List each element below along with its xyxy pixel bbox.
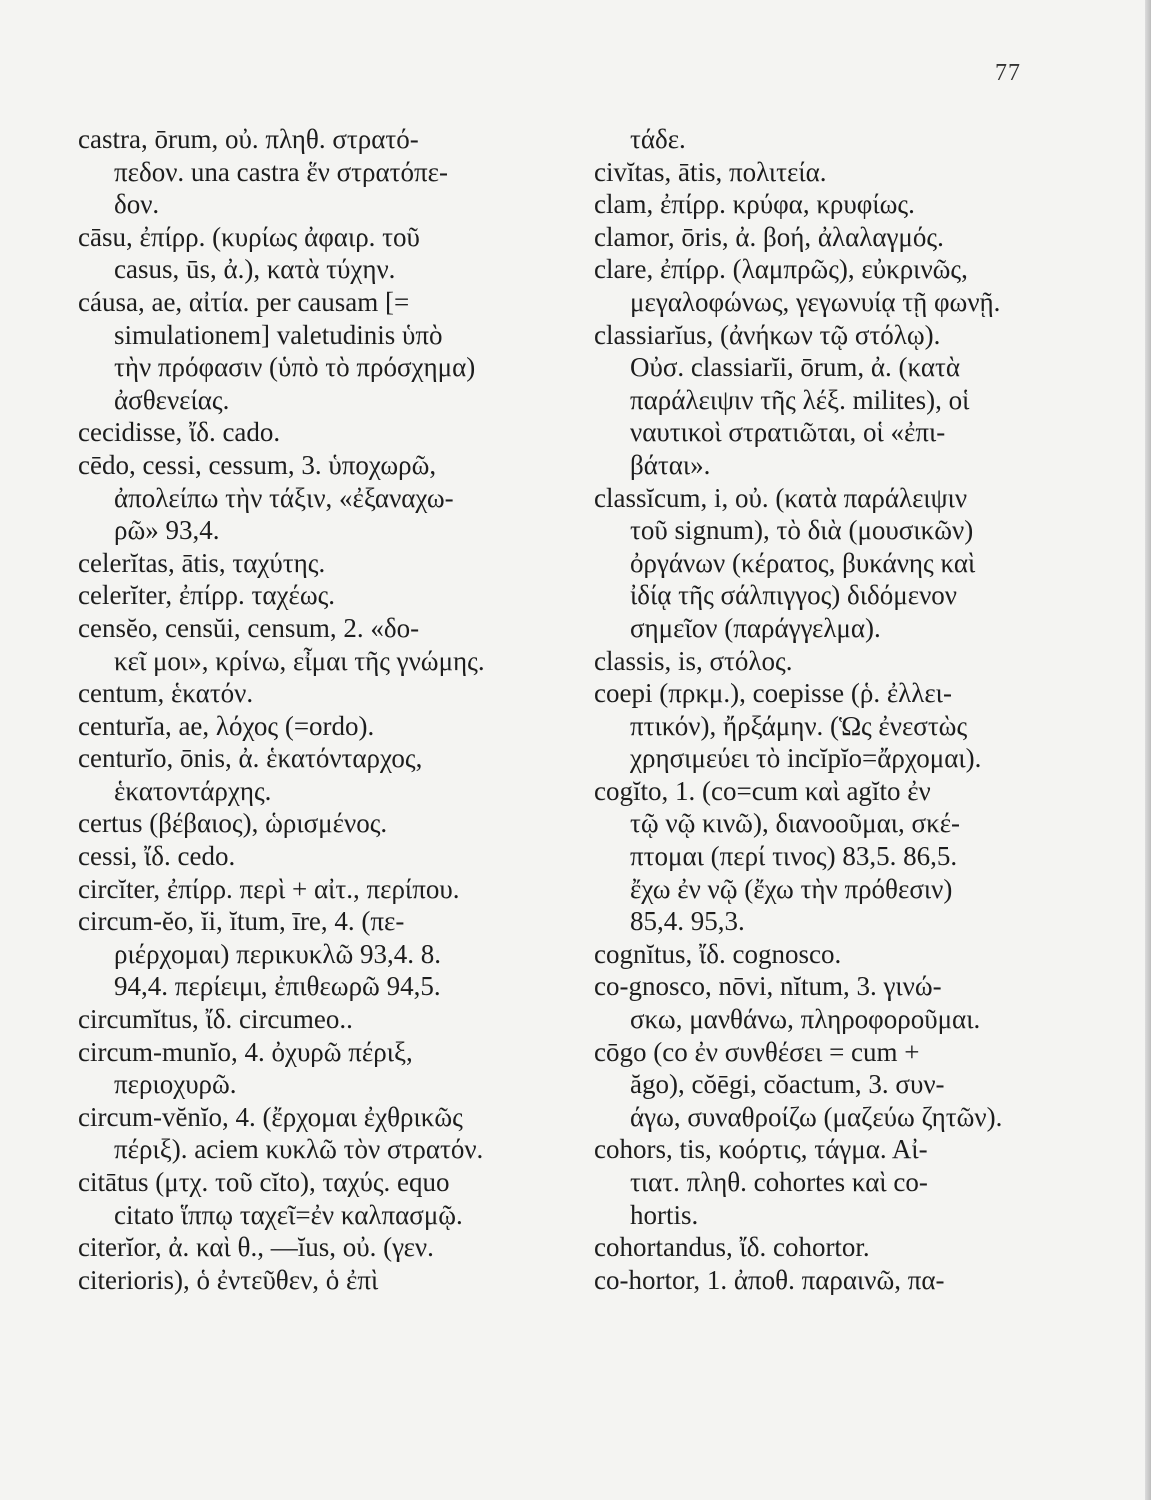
dictionary-line: 85,4. 95,3.	[630, 906, 745, 937]
dictionary-line: 94,4. περίειμι, ἐπιθεωρῶ 94,5.	[114, 971, 441, 1002]
dictionary-line: πτομαι (περί τινος) 83,5. 86,5.	[630, 841, 958, 872]
dictionary-line: cessi, ἴδ. cedo.	[78, 841, 236, 872]
right-column	[594, 123, 1054, 1296]
dictionary-line: clam, ἐπίρρ. κρύφα, κρυφίως.	[594, 189, 915, 220]
dictionary-line: πεδον. una castra ἕν στρατόπε-	[114, 156, 448, 187]
dictionary-line: co-hortor, 1. ἀποθ. παραινῶ, πα-	[594, 1264, 945, 1295]
dictionary-line: cāsu, ἐπίρρ. (κυρίως ἀφαιρ. τοῦ	[78, 221, 420, 252]
dictionary-line: ἀσθενείας.	[114, 384, 230, 415]
dictionary-line: castra, ōrum, οὐ. πληθ. στρατό-	[78, 124, 419, 154]
dictionary-line: τῷ νῷ κινῶ), διανοοῦμαι, σκέ-	[630, 808, 961, 839]
dictionary-line: cecidisse, ἴδ. cado.	[78, 417, 281, 448]
dictionary-line: ρῶ» 93,4.	[114, 515, 220, 546]
dictionary-line: πτικόν), ἤρξάμην. (Ὡς ἐνεστὼς	[630, 710, 968, 741]
dictionary-line: σημεῖον (παράγγελμα).	[630, 612, 881, 643]
dictionary-line: co-gnosco, nōvi, nĭtum, 3. γινώ-	[594, 971, 942, 1002]
dictionary-line: civĭtas, ātis, πολιτεία.	[594, 156, 827, 187]
dictionary-line: simulationem] valetudinis ὑπὸ	[114, 319, 443, 350]
dictionary-line: τὴν πρόφασιν (ὑπὸ τὸ πρόσχημα)	[114, 352, 476, 383]
dictionary-line: casus, ūs, ἀ.), κατὰ τύχην.	[114, 254, 396, 285]
dictionary-line: άγω, συναθροίζω (μαζεύω ζητῶν).	[630, 1101, 1003, 1132]
dictionary-line: celerĭtas, ātis, ταχύτης.	[78, 547, 326, 578]
dictionary-line: περιοχυρῶ.	[114, 1069, 237, 1100]
dictionary-line: clare, ἐπίρρ. (λαμπρῶς), εὐκρινῶς,	[594, 254, 968, 285]
dictionary-line: βάται».	[630, 449, 711, 480]
dictionary-line: cogĭto, 1. (co=cum καὶ agĭto ἐν	[594, 775, 931, 806]
dictionary-line: ăgo), cŏēgi, cŏactum, 3. συν-	[630, 1069, 945, 1100]
dictionary-line: τοῦ signum), τὸ διὰ (μουσικῶν)	[630, 515, 974, 546]
dictionary-line: circum-ĕo, ĭi, ĭtum, īre, 4. (πε-	[78, 906, 405, 937]
dictionary-line: χρησιμεύει τὸ incĭpĭo=ἄρχομαι).	[630, 743, 982, 774]
left-column	[78, 123, 558, 1296]
dictionary-line: τάδε.	[630, 124, 686, 154]
dictionary-line: cognĭtus, ἴδ. cognosco.	[594, 938, 842, 969]
page-edge-shadow	[1145, 0, 1151, 1500]
dictionary-line: clamor, ōris, ἀ. βοή, ἀλαλαγμός.	[594, 221, 944, 252]
dictionary-line: classĭcum, i, οὐ. (κατὰ παράλειψιν	[594, 482, 968, 513]
dictionary-line: classis, is, στόλος.	[594, 645, 793, 676]
dictionary-line: Οὐσ. classiarĭi, ōrum, ἀ. (κατὰ	[630, 352, 961, 383]
dictionary-line: classiarĭus, (ἀνήκων τῷ στόλῳ).	[594, 319, 941, 350]
dictionary-line: censĕo, censŭi, censum, 2. «δο-	[78, 612, 420, 643]
dictionary-line: δον.	[114, 189, 160, 220]
dictionary-line: celerĭter, ἐπίρρ. ταχέως.	[78, 580, 336, 611]
dictionary-line: centurĭo, ōnis, ἀ. ἑκατόνταρχος,	[78, 743, 423, 774]
dictionary-line: centurĭa, ae, λόχος (=ordo).	[78, 710, 375, 741]
dictionary-line: ἰδίᾳ τῆς σάλπιγγος) διδόμενον	[630, 580, 957, 611]
dictionary-line: circum-vĕnĭo, 4. (ἔρχομαι ἐχθρικῶς	[78, 1101, 463, 1132]
dictionary-line: cohortandus, ἴδ. cohortor.	[594, 1232, 870, 1263]
dictionary-line: ἑκατοντάρχης.	[114, 775, 272, 806]
dictionary-line: citerĭor, ἀ. καὶ θ., —ĭus, οὐ. (γεν.	[78, 1232, 434, 1263]
dictionary-line: citātus (μτχ. τοῦ cĭto), ταχύς. equo	[78, 1167, 450, 1197]
dictionary-line: coepi (πρκμ.), coepisse (ῥ. ἐλλει-	[594, 678, 952, 709]
dictionary-line: μεγαλοφώνως, γεγωνυίᾳ τῇ φωνῇ.	[630, 286, 1001, 317]
dictionary-line: ἔχω ἐν νῷ (ἔχω τὴν πρόθεσιν)	[630, 873, 953, 904]
dictionary-line: cōgo (co ἐν συνθέσει = cum +	[594, 1036, 920, 1067]
dictionary-line: circum-munĭo, 4. ὀχυρῶ πέριξ,	[78, 1036, 413, 1067]
dictionary-line: circumĭtus, ἴδ. circumeo..	[78, 1004, 353, 1035]
dictionary-line: certus (βέβαιος), ὡρισμένος.	[78, 808, 388, 839]
dictionary-line: πέριξ). aciem κυκλῶ τὸν στρατόν.	[114, 1134, 484, 1165]
dictionary-line: citato ἵππῳ ταχεῖ=ἐν καλπασμῷ.	[114, 1199, 463, 1230]
dictionary-line: κεῖ μοι», κρίνω, εἶμαι τῆς γνώμης.	[114, 645, 485, 676]
dictionary-line: cohors, tis, κοόρτις, τάγμα. Αἰ-	[594, 1134, 928, 1165]
dictionary-line: circĭter, ἐπίρρ. περὶ + αἰτ., περίπου.	[78, 873, 460, 904]
page-number: 77	[995, 60, 1021, 86]
dictionary-line: hortis.	[630, 1199, 699, 1230]
dictionary-line: cáusa, ae, αἰτία. per causam [=	[78, 286, 410, 317]
dictionary-line: citerioris), ὁ ἐντεῦθεν, ὁ ἐπὶ	[78, 1264, 379, 1295]
dictionary-line: ναυτικοὶ στρατιῶται, οἱ «ἐπι-	[630, 417, 946, 448]
dictionary-line: ἀπολείπω τὴν τάξιν, «ἐξαναχω-	[114, 482, 454, 513]
dictionary-line: ριέρχομαι) περικυκλῶ 93,4. 8.	[114, 938, 441, 969]
dictionary-line: τιατ. πληθ. cohortes καὶ co-	[630, 1167, 928, 1197]
dictionary-line: σκω, μανθάνω, πληροφοροῦμαι.	[630, 1004, 981, 1035]
dictionary-line: ὀργάνων (κέρατος, βυκάνης καὶ	[630, 547, 976, 578]
dictionary-line: παράλειψιν τῆς λέξ. milites), οἱ	[630, 384, 970, 415]
dictionary-line: cēdo, cessi, cessum, 3. ὑποχωρῶ,	[78, 449, 437, 480]
dictionary-line: centum, ἑκατόν.	[78, 678, 254, 709]
